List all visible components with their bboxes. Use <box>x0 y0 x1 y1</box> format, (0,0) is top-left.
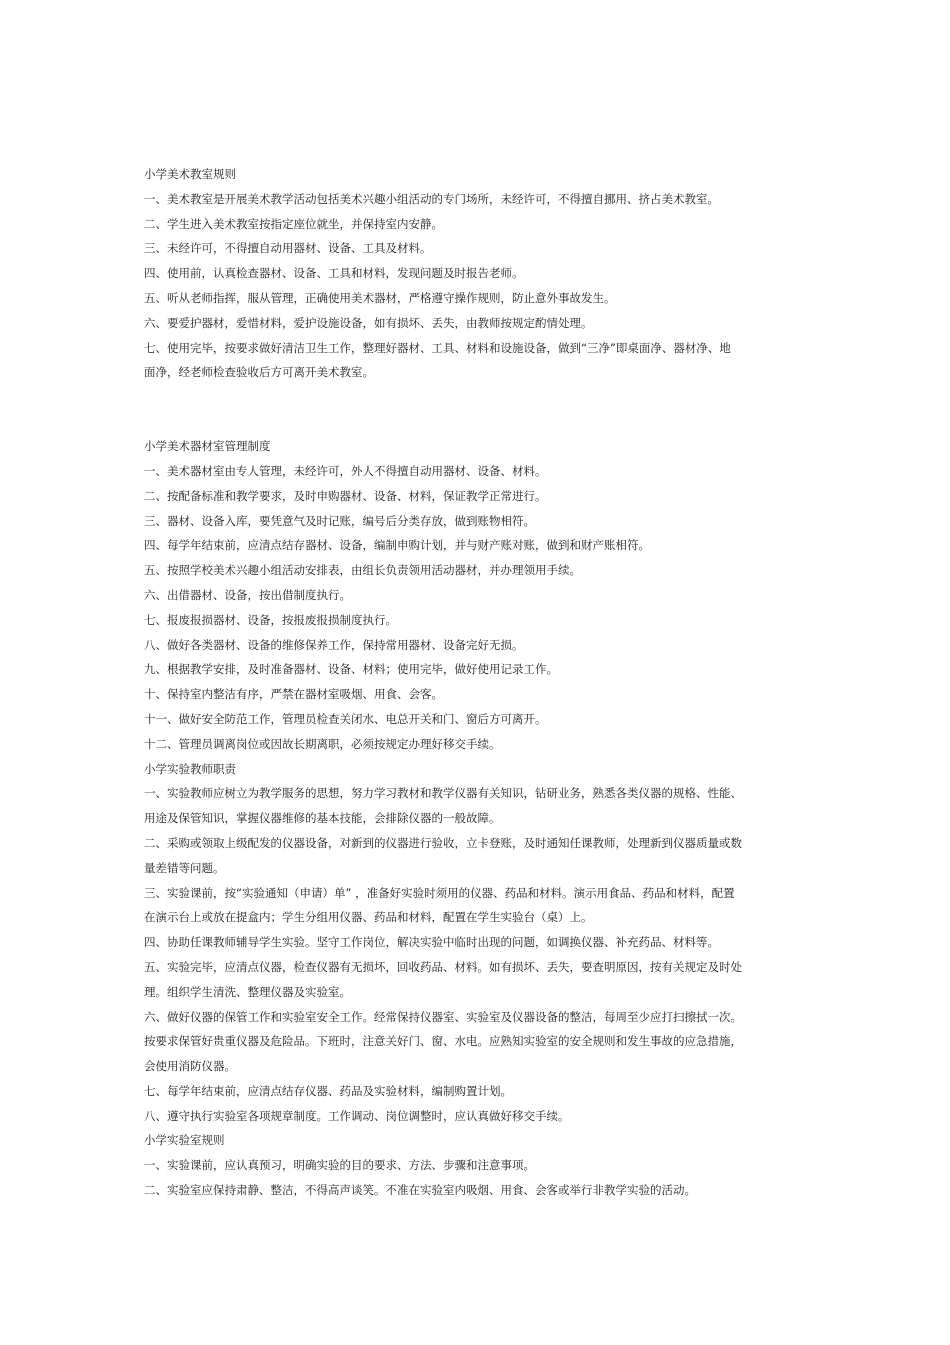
rule-line: 六、要爱护器材，爱惜材料，爱护设施设备，如有损坏、丢失，由教师按规定酌情处理。 <box>144 315 593 330</box>
section-title-art-equipment-room: 小学美术器材室管理制度 <box>144 439 271 454</box>
rule-line: 一、实验教师应树立为教学服务的思想，努力学习教材和教学仪器有关知识，钻研业务，熟悉各类仪器的规格、性能、 <box>144 786 742 801</box>
rule-line: 三、器材、设备入库，要凭意气及时记账，编号后分类存放，做到账物相符。 <box>144 513 535 528</box>
rule-line: 六、出借器材、设备，按出借制度执行。 <box>144 587 351 602</box>
rule-line: 十二、管理员调离岗位或因故长期离职，必须按规定办理好移交手续。 <box>144 736 501 751</box>
section-title-lab-rules: 小学实验室规则 <box>144 1133 225 1148</box>
rule-line: 会使用消防仪器。 <box>144 1059 236 1074</box>
rule-line: 八、遵守执行实验室各项规章制度。工作调动、岗位调整时，应认真做好移交手续。 <box>144 1108 570 1123</box>
rule-line: 二、学生进入美术教室按指定座位就坐，并保持室内安静。 <box>144 216 443 231</box>
section-gap <box>144 385 784 434</box>
rule-line: 量差错等问题。 <box>144 860 225 875</box>
rule-line: 五、实验完毕，应清点仪器，检查仪器有无损坏，回收药品、材料。如有损坏、丢失，要查明原因，按有关规定及时处 <box>144 959 742 974</box>
rule-line: 八、做好各类器材、设备的维修保养工作，保持常用器材、设备完好无损。 <box>144 637 524 652</box>
document-page <box>144 162 784 1203</box>
section-title-lab-teacher-duties: 小学实验教师职责 <box>144 761 236 776</box>
rule-line: 七、使用完毕，按要求做好清洁卫生工作，整理好器材、工具、材料和设施设备，做到“三净”即桌面净、器材净、地 <box>144 340 731 355</box>
rule-line: 二、实验室应保持肃静、整洁，不得高声谈笑。不准在实验室内吸烟、用食、会客或举行非教学实验的活动。 <box>144 1183 696 1198</box>
rule-line: 三、未经许可，不得擅自动用器材、设备、工具及材料。 <box>144 241 432 256</box>
rule-line: 五、听从老师指挥，服从管理，正确使用美术器材，严格遵守操作规则，防止意外事故发生。 <box>144 290 616 305</box>
rule-line: 十、保持室内整洁有序，严禁在器材室吸烟、用食、会客。 <box>144 687 443 702</box>
rule-line: 四、每学年结束前，应清点结存器材、设备，编制申购计划，并与财产账对账，做到和财产账相符。 <box>144 538 650 553</box>
rule-line: 四、使用前，认真检查器材、设备、工具和材料，发现问题及时报告老师。 <box>144 266 524 281</box>
rule-line: 在演示台上或放在提盒内；学生分组用仪器、药品和材料，配置在学生实验台（桌）上。 <box>144 910 593 925</box>
rule-line: 九、根据教学安排，及时准备器材、设备、材料；使用完毕，做好使用记录工作。 <box>144 662 558 677</box>
rule-line: 三、实验课前，按“实验通知（申请）单” ，准备好实验时须用的仪器、药品和材料。演示用食品、药品和材料，配置 <box>144 885 735 900</box>
rule-line: 十一、做好安全防范工作，管理员检查关闭水、电总开关和门、窗后方可离开。 <box>144 711 547 726</box>
rule-line: 按要求保管好贵重仪器及危险品。下班时，注意关好门、窗、水电。应熟知实验室的安全规则和发生事故的应急措施， <box>144 1034 742 1049</box>
rule-line: 理。组织学生清洗、整理仪器及实验室。 <box>144 984 351 999</box>
rule-line: 面净，经老师检查验收后方可离开美术教室。 <box>144 365 374 380</box>
rule-line: 一、美术教室是开展美术教学活动包括美术兴趣小组活动的专门场所，未经许可，不得擅自挪用、挤占美术教室。 <box>144 191 719 206</box>
rule-line: 五、按照学校美术兴趣小组活动安排表，由组长负责领用活动器材，并办理领用手续。 <box>144 563 581 578</box>
rule-line: 七、报废报损器材、设备，按报废报损制度执行。 <box>144 612 397 627</box>
rule-line: 用途及保管知识，掌握仪器维修的基本技能，会排除仪器的一般故障。 <box>144 811 501 826</box>
rule-line: 二、按配备标准和教学要求，及时申购器材、设备、材料，保证教学正常进行。 <box>144 488 547 503</box>
rule-line: 七、每学年结束前，应清点结存仪器、药品及实验材料，编制购置计划。 <box>144 1083 512 1098</box>
rule-line: 四、协助任课教师辅导学生实验。坚守工作岗位，解决实验中临时出现的问题，如调换仪器、补充药品、材料等。 <box>144 935 719 950</box>
section-title-art-classroom-rules: 小学美术教室规则 <box>144 167 236 181</box>
rule-line: 六、做好仪器的保管工作和实验室安全工作。经常保持仪器室、实验室及仪器设备的整洁，每周至少应打扫擦拭一次。 <box>144 1009 742 1024</box>
rule-line: 二、采购或领取上级配发的仪器设备，对新到的仪器进行验收，立卡登账，及时通知任课教师，处理新到仪器质量或数 <box>144 835 742 850</box>
rule-line: 一、美术器材室由专人管理，未经许可，外人不得擅自动用器材、设备、材料。 <box>144 463 547 478</box>
rule-line: 一、实验课前，应认真预习，明确实验的目的要求、方法、步骤和注意事项。 <box>144 1158 535 1173</box>
